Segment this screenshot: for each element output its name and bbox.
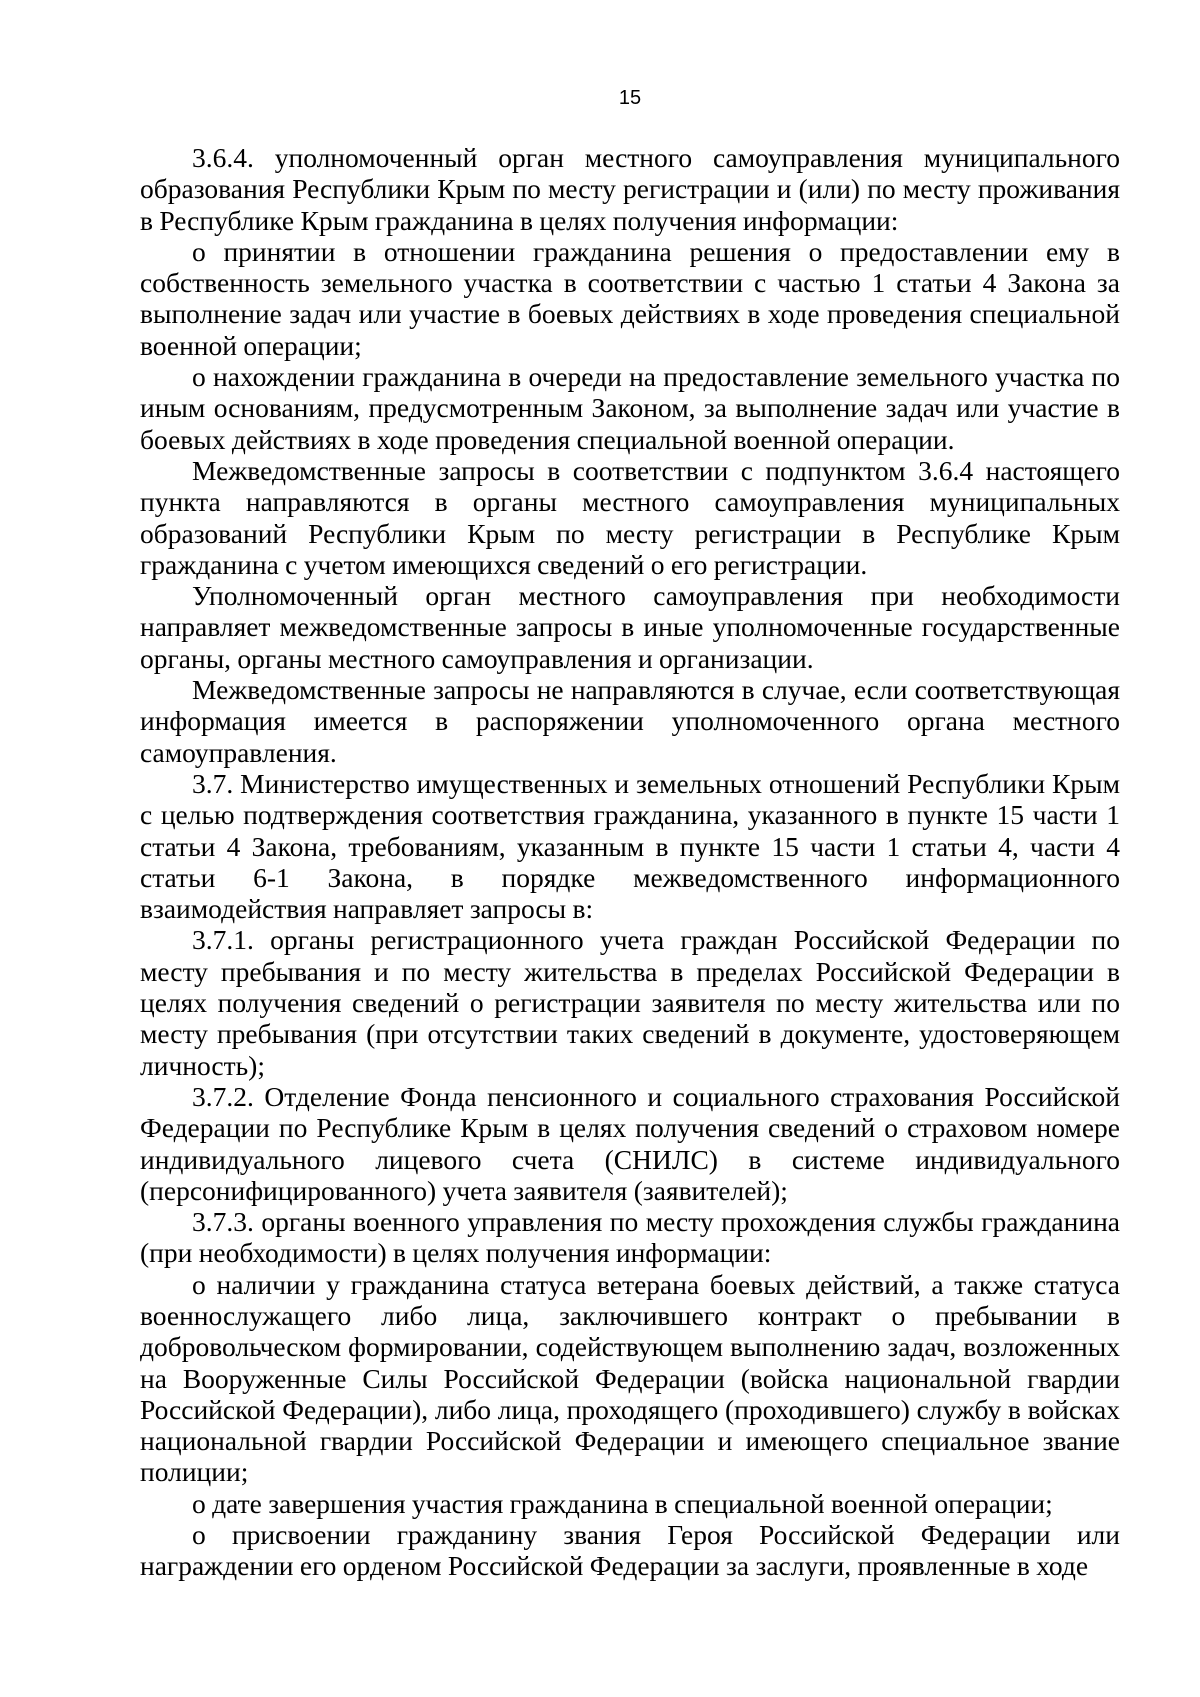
paragraph-3-7-2: 3.7.2. Отделение Фонда пенсионного и социального страхования Российской Федерации по Республике Крым в целях получения сведений о страховом номере индивидуального лицевого счета (СНИЛС) в системе индивидуального (персонифицированного) учета заявителя (заявителей);: [140, 1080, 1120, 1206]
paragraph-land-queue: о нахождении гражданина в очереди на предоставление земельного участка по иным основаниям, предусмотренным Законом, за выполнение задач или участие в боевых действиях в ходе проведения специальной военной операции.: [140, 361, 1120, 455]
document-body: [140, 142, 1120, 1582]
paragraph-land-ownership-decision: о принятии в отношении гражданина решения о предоставлении ему в собственность земельного участка в соответствии с частью 1 статьи 4 Закона за выполнение задач или участие в боевых действиях в ходе проведения специальной военной операции;: [140, 235, 1120, 361]
paragraph-authorized-body-requests: Уполномоченный орган местного самоуправления при необходимости направляет межведомственные запросы в иные уполномоченные государственные органы, органы местного самоуправления и организации.: [140, 580, 1120, 674]
paragraph-3-7-3: 3.7.3. органы военного управления по месту прохождения службы гражданина (при необходимости) в целях получения информации:: [140, 1206, 1120, 1269]
paragraph-veteran-status: о наличии у гражданина статуса ветерана боевых действий, а также статуса военнослужащего либо лица, заключившего контракт о пребывании в добровольческом формировании, содействующем выполнению задач, возложенных на Вооруженные Силы Российской Федерации (войска национальной гвардии Российской Федерации), либо лица, проходящего (проходившего) службу в войсках национальной гвардии Российской Федерации и имеющего специальное звание полиции;: [140, 1268, 1120, 1488]
paragraph-3-7-1: 3.7.1. органы регистрационного учета граждан Российской Федерации по месту пребывания и по месту жительства в пределах Российской Федерации в целях получения сведений о регистрации заявителя по месту жительства или по месту пребывания (при отсутствии таких сведений в документе, удостоверяющем личность);: [140, 924, 1120, 1081]
paragraph-hero-title-award: о присвоении гражданину звания Героя Российской Федерации или награждении его орденом Российской Федерации за заслуги, проявленные в ходе: [140, 1519, 1120, 1582]
paragraph-participation-end-date: о дате завершения участия гражданина в специальной военной операции;: [192, 1487, 1053, 1519]
page-number: 15: [618, 87, 642, 109]
paragraph-3-7: 3.7. Министерство имущественных и земельных отношений Республики Крым с целью подтверждения соответствия гражданина, указанного в пункте 15 части 1 статьи 4 Закона, требованиям, указанным в пункте 15 части 1 статьи 4, части 4 статьи 6-1 Закона, в порядке межведомственного информационного взаимодействия направляет запросы в:: [140, 767, 1120, 925]
paragraph-requests-not-sent: Межведомственные запросы не направляются в случае, если соответствующая информация имеется в распоряжении уполномоченного органа местного самоуправления.: [140, 674, 1120, 768]
paragraph-3-6-4: 3.6.4. уполномоченный орган местного самоуправления муниципального образования Республики Крым по месту регистрации и (или) по месту проживания в Республике Крым гражданина в целях получения информации:: [140, 142, 1120, 236]
paragraph-interagency-requests-municipal: Межведомственные запросы в соответствии с подпунктом 3.6.4 настоящего пункта направляются в органы местного самоуправления муниципальных образований Республики Крым по месту регистрации в Республике Крым гражданина с учетом имеющихся сведений о его регистрации.: [140, 454, 1120, 580]
